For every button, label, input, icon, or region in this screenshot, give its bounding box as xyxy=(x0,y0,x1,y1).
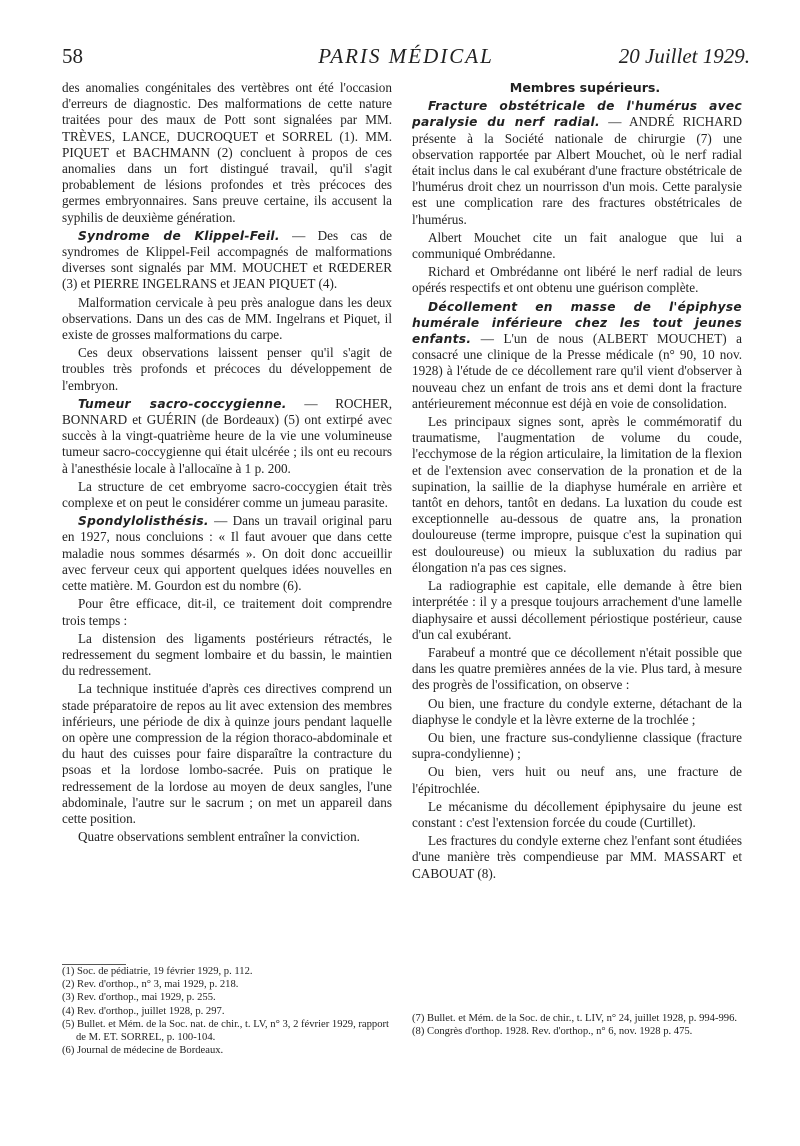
paragraph: Albert Mouchet cite un fait analogue que lui a communiqué Ombrédanne. xyxy=(412,229,742,262)
fracture-paragraph xyxy=(412,98,742,228)
footnote: (8) Congrès d'orthop. 1928. Rev. d'orthop., n° 6, nov. 1928 p. 475. xyxy=(412,1026,693,1038)
paragraph: La technique instituée d'après ces directives comprend un stade préparatoire de repos au lit avec extension des membres inférieurs, une période de dix à quinze jours pendant laquelle on opère une compression de la région thoraco-abdominale et du haut des cuisses pour faire disparaître la contracture du psoas et la lordose lombo-sacrée. Puis on pratique le redressement de la lordose au moyen de deux sangles, l'une abdominale, l'autre sur le sacrum ; on met un appareil dans cette position. xyxy=(62,681,392,826)
paragraph-text: — Dans un travail original paru en 1927, nous concluions : « Il faut avouer que dans cette maladie nous sommes désarmés ». On doit donc accueillir avec ferveur ceux qui apportent quelques idées nouvelles en cette matière. M. Gourdon est du nombre (6). xyxy=(62,513,392,594)
footnote: (6) Journal de médecine de Bordeaux. xyxy=(62,1045,224,1057)
journal-title: PARIS MÉDICAL xyxy=(318,44,494,68)
klippel-feil-paragraph xyxy=(62,228,392,293)
paragraph-text: — ROCHER, BONNARD et GUÉRIN (de Bordeaux) (5) ont extirpé avec succès à la vingt-quatrième heure de la vie une volumineuse tumeur sacro-coccygienne qui était ulcérée ; ils ont eu recours à l'anesthésie locale à l'allocaïne à 1 p. 200. xyxy=(62,395,392,476)
paragraph: Les principaux signes sont, après le commémoratif du traumatisme, l'augmentation de volume du coude, l'ecchymose de la région articulaire, la limitation de la flexion et de l'extension avec conservation de la pronation et de la supination, la saillie de la diaphyse humérale en arrière et tantôt en dehors, tantôt en dedans. La luxation du coude est exceptionnelle au-dessous de quatre ans, la pronation douloureuse (terme impropre, puisque c'est la supination qui est douloureuse) ou mieux la subluxation du radius par élongation n'a pas ces signes. xyxy=(412,414,742,575)
page-number: 58 xyxy=(62,44,83,68)
paragraph: Malformation cervicale à peu près analogue dans les deux observations. Dans un des cas de MM. Ingelrans et Piquet, il existe de grosses malformations du carpe. xyxy=(62,294,392,343)
footnote: (3) Rev. d'orthop., mai 1929, p. 255. xyxy=(62,992,216,1004)
section-title: Membres supérieurs. xyxy=(509,80,661,95)
tumeur-paragraph xyxy=(62,396,392,477)
paragraph: Quatre observations semblent entraîner la conviction. xyxy=(78,829,360,845)
section-heading: Tumeur sacro-coccygienne. xyxy=(78,396,287,411)
section-heading: Fracture obstétricale de l'humérus avec paralysie du nerf radial. xyxy=(412,99,742,130)
section-heading: Décollement en masse de l'épiphyse humérale inférieure chez les tout jeunes enfants. xyxy=(412,299,742,347)
footnote: (1) Soc. de pédiatrie, 19 février 1929, p. 112. xyxy=(62,966,253,977)
paragraph: Ces deux observations laissent penser qu'il s'agit de troubles très profonds et précoces du développement de l'embryon. xyxy=(62,345,392,393)
paragraph: Richard et Ombrédanne ont libéré le nerf radial de leurs opérés respectifs et ont obtenu une guérison complète. xyxy=(412,264,742,296)
spondylolisthesis-paragraph xyxy=(62,513,392,594)
paragraph: Ou bien, une fracture sus-condylienne classique (fracture supra-condylienne) ; xyxy=(412,729,742,762)
paragraph-text: — ANDRÉ RICHARD présente à la Société nationale de chirurgie (7) une observation rapportée par Albert Mouchet, où le nerf radial était inclus dans le cal exubérant d'une fracture obstétricale de l'humérus droit chez un nourrisson d'un mois. Cette paralysie est une complication rare des fractures obstétricales de l'humérus. xyxy=(412,114,742,227)
left-column xyxy=(62,80,392,847)
issue-date: 20 Juillet 1929. xyxy=(618,44,750,68)
page-header xyxy=(62,38,750,78)
paragraph: des anomalies congénitales des vertèbres ont été l'occasion d'erreurs de diagnostic. Des malformations de cette nature traitées pour des maux de Pott sont signalées par MM. TRÈVES, LANCE, DUCROQUET et SORREL (1). MM. PIQUET et BACHMANN (2) concluent à propos de ces anomalies dans un fort distingué travail, qu'il s'agit probablement de lésions profondes et très précoces des germes embryonnaires. Sans preuve certaine, ils accusent la syphilis de deuxième génération. xyxy=(62,80,392,225)
paragraph: Pour être efficace, dit-il, ce traitement doit comprendre trois temps : xyxy=(62,596,392,628)
paragraph-text: — Des cas de syndromes de Klippel-Feil accompagnés de malformations diverses sont signalés par MM. MOUCHET et RŒDERER (3) et PIERRE INGELRANS et JEAN PIQUET (4). xyxy=(62,227,392,292)
footnote: (5) Bullet. et Mém. de la Soc. nat. de chir., t. LV, n° 3, 2 février 1929, rapport de M. ET. SORREL, p. 100-104. xyxy=(62,1018,389,1044)
paragraph: Le mécanisme du décollement épiphysaire du jeune est constant : c'est l'extension forcée du coude (Curtillet). xyxy=(412,798,742,830)
right-footnotes xyxy=(412,1012,742,1038)
section-heading: Spondylolisthésis. xyxy=(78,514,209,529)
decollement-paragraph xyxy=(412,299,742,412)
paragraph: Ou bien, une fracture du condyle externe, détachant de la diaphyse le condyle et la lèvre externe de la trochlée ; xyxy=(412,695,742,727)
paragraph: Farabeuf a montré que ce décollement n'était possible que dans les quatre premières années de la vie. Plus tard, à mesure des progrès de l'ossification, on observe : xyxy=(412,644,742,693)
paragraph: Les fractures du condyle externe chez l'enfant sont étudiées d'une manière très compendieuse par MM. MASSART et CABOUAT (8). xyxy=(412,833,742,881)
paragraph: La distension des ligaments postérieurs rétractés, le redressement du segment lombaire et du bassin, le maintien du redressement. xyxy=(62,630,392,679)
footnote: (4) Rev. d'orthop., juillet 1928, p. 297. xyxy=(62,1005,225,1017)
section-heading: Syndrome de Klippel-Feil. xyxy=(78,228,280,243)
paragraph: La structure de cet embryome sacro-coccygien était très complexe et on peut le considérer comme un jumeau parasite. xyxy=(62,478,392,511)
footnote: (2) Rev. d'orthop., n° 3, mai 1929, p. 218. xyxy=(62,979,239,991)
paragraph: Ou bien, vers huit ou neuf ans, une fracture de l'épitrochlée. xyxy=(412,764,742,796)
right-column xyxy=(412,80,742,884)
paragraph-text: — L'un de nous (ALBERT MOUCHET) a consacré une clinique de la Presse médicale (n° 90, 10 nov. 1928) à l'étude de ce décollement rare qu'il vient d'observer à nouveau chez un enfant de trois ans et demi dont la fracture antérieurement méconnue est déjà en voie de consolidation. xyxy=(412,331,742,411)
footnote: (7) Bullet. et Mém. de la Soc. de chir., t. LIV, n° 24, juillet 1928, p. 994-996. xyxy=(412,1013,738,1024)
paragraph: La radiographie est capitale, elle demande à être bien interprétée : il y a presque toujours arrachement d'une lamelle diaphysaire et aussi décollement périostique postérieur, cause d'un cal exubérant. xyxy=(412,578,742,642)
left-footnotes xyxy=(62,964,392,1057)
